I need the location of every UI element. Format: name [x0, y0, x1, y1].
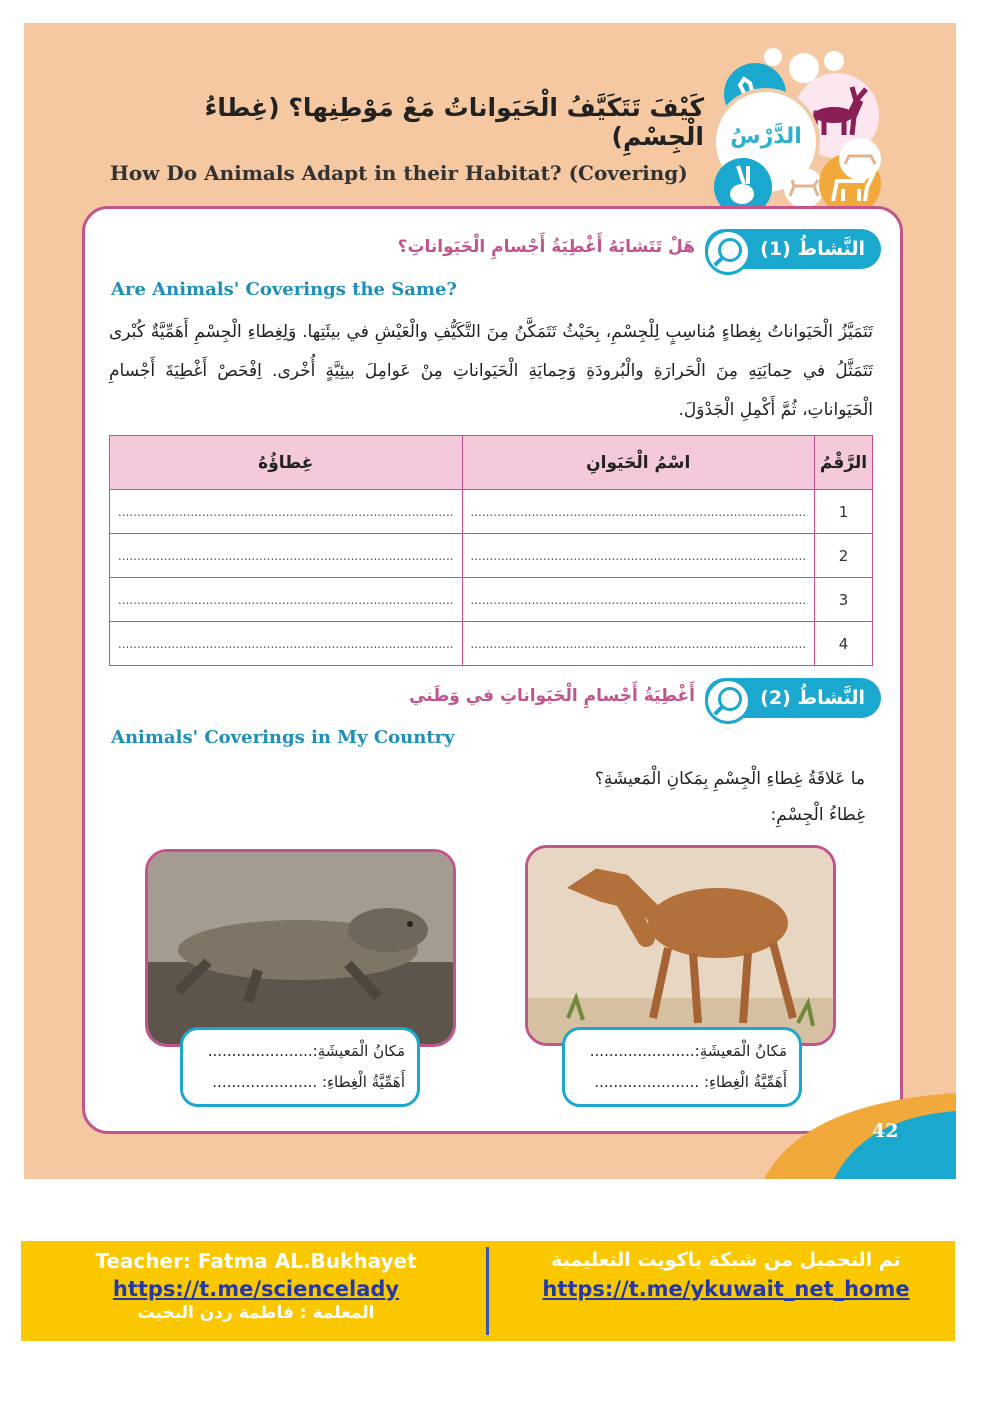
animal-icon-lion	[839, 138, 881, 180]
teacher-name-arabic: المعلمة : فاطمة ردن البخيت	[137, 1303, 375, 1323]
covering-blank[interactable]: ........................................................................................	[110, 534, 463, 578]
header-covering: غِطاؤُهُ	[110, 436, 463, 490]
network-text: تم التحميل من شبكة ياكويت التعليمية	[551, 1249, 901, 1271]
importance-line[interactable]: أَهَمِّيَّةُ الْغِطاءِ: ......................	[594, 1073, 787, 1091]
activity2-title: أَغْطِيَةُ أَجْسامِ الْحَيَواناتِ في وَطَني	[409, 686, 695, 706]
footer-divider	[486, 1247, 489, 1335]
table-header-row	[110, 436, 873, 490]
activity2-tab-label: النَّشاطُ (2)	[760, 687, 865, 709]
footer-network-block	[511, 1249, 941, 1301]
lesson-label: الدَّرْسُ	[730, 124, 802, 149]
covering-blank[interactable]: ........................................................................................	[110, 578, 463, 622]
row-number: 3	[815, 578, 873, 622]
activity1-subtitle: Are Animals' Coverings the Same?	[111, 279, 457, 300]
camel-photo	[525, 845, 836, 1046]
magnifier-icon	[705, 678, 751, 724]
cover-label: غِطاءُ الْجِسْمِ:	[770, 805, 865, 825]
row-number: 2	[815, 534, 873, 578]
covering-blank[interactable]: ........................................................................................	[110, 490, 463, 534]
importance-line[interactable]: أَهَمِّيَّةُ الْغِطاءِ: ......................	[212, 1073, 405, 1091]
table-row	[110, 534, 873, 578]
page-number: 42	[872, 1120, 899, 1142]
table-row	[110, 578, 873, 622]
activity2-subtitle: Animals' Coverings in My Country	[111, 727, 455, 748]
table-row	[110, 622, 873, 666]
animal-name-blank[interactable]: ........................................................................................	[462, 534, 815, 578]
teacher-link[interactable]: https://t.me/sciencelady	[112, 1277, 400, 1301]
header-number: الرَّقْمُ	[815, 436, 873, 490]
teacher-name: Teacher: Fatma AL.Bukhayet	[95, 1249, 417, 1273]
decor-dot	[764, 48, 782, 66]
activity1-title: هَلْ تَتَشابَهُ أَغْطِيَةُ أَجْسامِ الْحَيَواناتِ؟	[397, 237, 695, 257]
question-text: ما عَلاقَةُ غِطاءِ الْجِسْمِ بِمَكانِ الْمَعيشَةِ؟	[594, 769, 865, 789]
row-number: 4	[815, 622, 873, 666]
page-corner-decoration	[764, 1093, 956, 1179]
activity1-tab-label: النَّشاطُ (1)	[760, 238, 865, 260]
footer-banner	[21, 1241, 955, 1341]
textbook-page	[24, 23, 956, 1179]
lizard-photo	[145, 849, 456, 1047]
lesson-title-arabic: كَيْفَ تَتَكَيَّفُ الْحَيَواناتُ مَعْ مَوْطِنِها؟ (غِطاءُ الْجِسْمِ)	[204, 93, 704, 151]
habitat-line[interactable]: مَكانُ الْمَعيشَةِ:......................	[589, 1042, 787, 1060]
decor-dot	[789, 53, 819, 83]
lesson-title-english: How Do Animals Adapt in their Habitat? (Covering)	[110, 161, 688, 185]
animals-table	[109, 435, 873, 666]
lizard-info-card	[180, 1027, 420, 1107]
activities-panel	[82, 206, 903, 1134]
activity1-paragraph: تَتَمَيَّزُ الْحَيَواناتُ بِغِطاءٍ مُناسِبٍ لِلْجِسْمِ، بِحَيْثُ تَتَمَكَّنُ مِنَ التَّكَيُّفِ والْعَيْشِ في بيئَتِها. وَلِغِطاءِ الْجِسْمِ أَهَمِّيَّةٌ كُبْرى تَتَمَثَّلُ في حِمايَتِهِ مِنَ الْحَرارَةِ والْبُرودَةِ وَحِمايَةِ الْحَيَواناتِ مِنْ عَوامِلَ بيئِيَّةٍ أُخْرى. اِفْحَصْ أَغْطِيَةَ أَجْسامِ الْحَيَواناتِ، ثُمَّ أَكْمِلِ الْجَدْوَلَ.	[109, 322, 873, 420]
row-number: 1	[815, 490, 873, 534]
table-row	[110, 490, 873, 534]
covering-blank[interactable]: ........................................................................................	[110, 622, 463, 666]
network-link[interactable]: https://t.me/ykuwait_net_home	[542, 1277, 910, 1301]
habitat-line[interactable]: مَكانُ الْمَعيشَةِ:......................	[207, 1042, 405, 1060]
animal-name-blank[interactable]: ........................................................................................	[462, 490, 815, 534]
magnifier-icon	[705, 229, 751, 275]
header-animal-name: اسْمُ الْحَيَوانِ	[462, 436, 815, 490]
animal-name-blank[interactable]: ........................................................................................	[462, 578, 815, 622]
animal-name-blank[interactable]: ........................................................................................	[462, 622, 815, 666]
footer-teacher-block	[41, 1249, 471, 1323]
decor-dot	[824, 51, 844, 71]
animal-icon-cat	[784, 168, 824, 208]
